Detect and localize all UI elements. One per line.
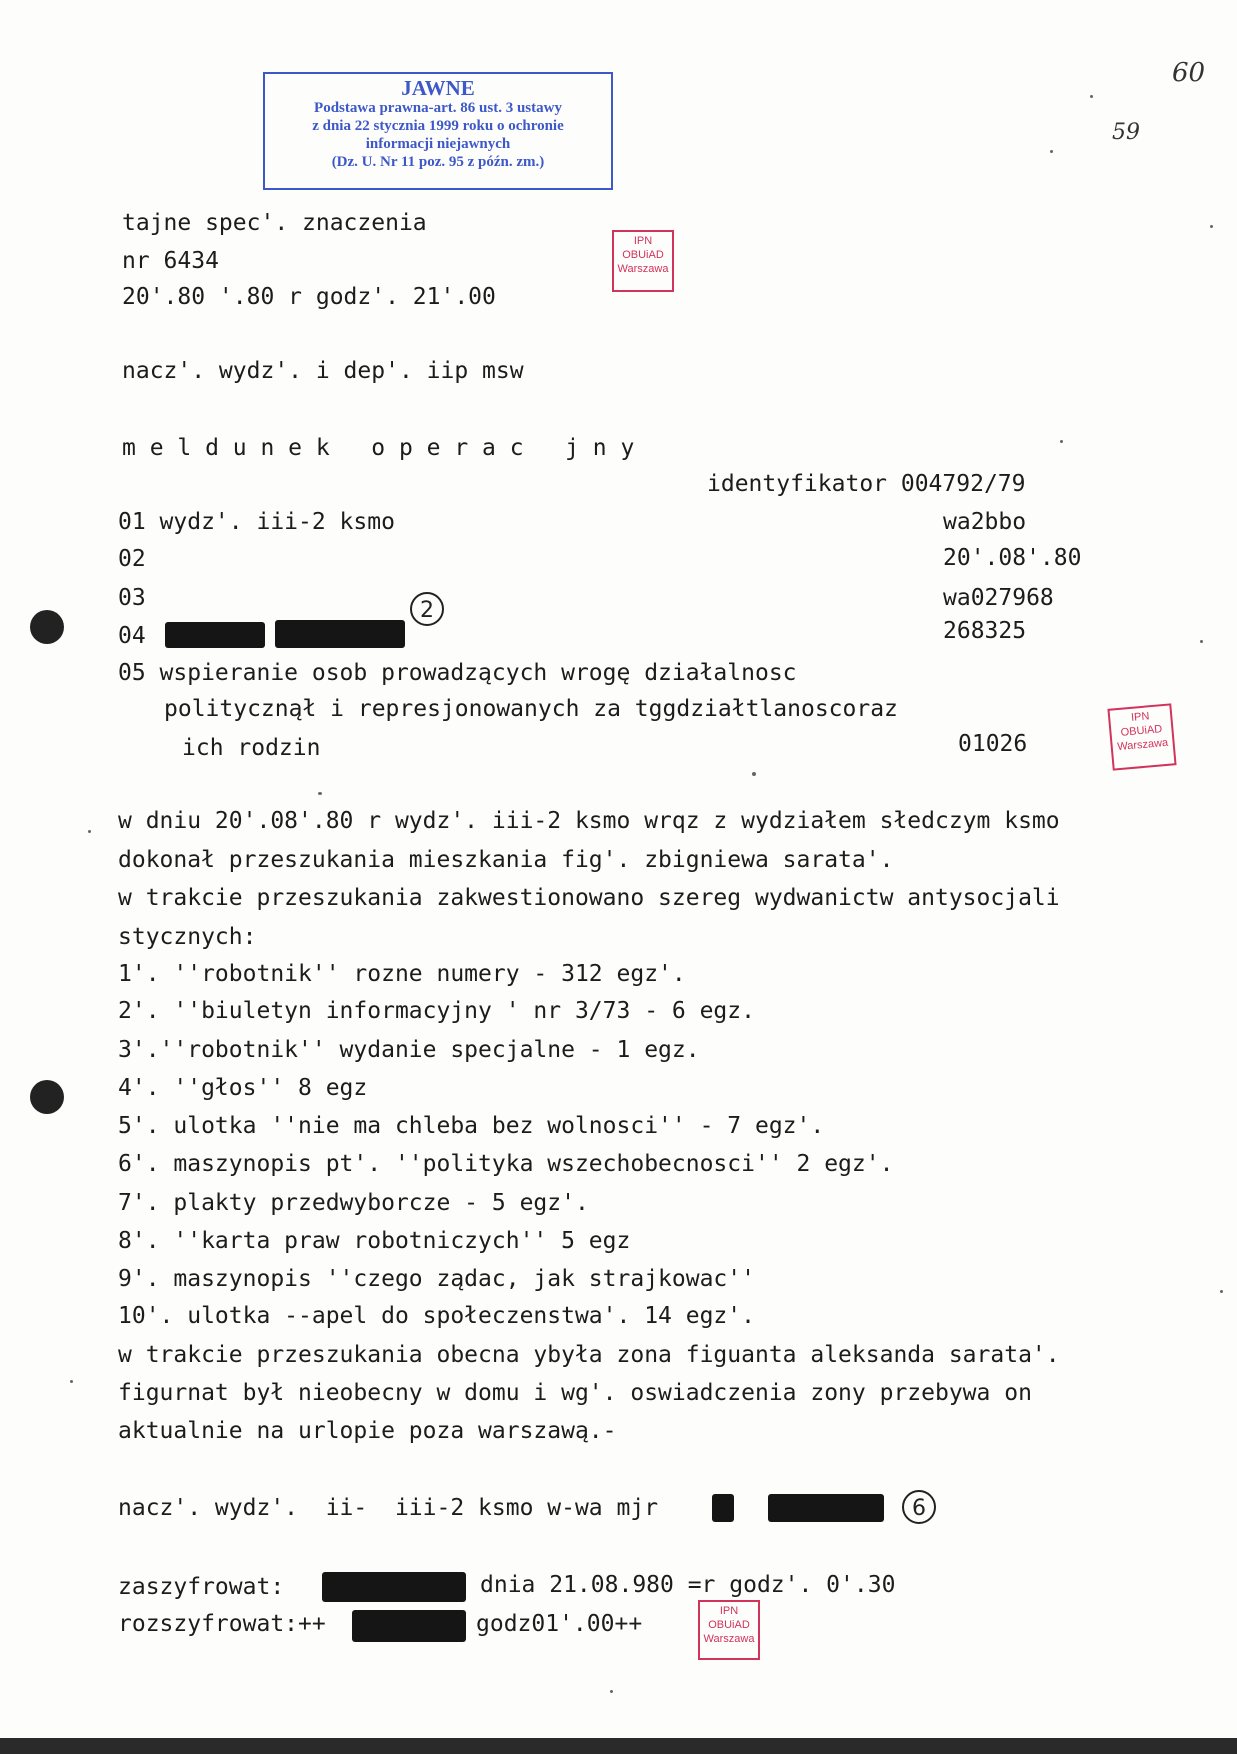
body-line: figurnat był nieobecny w domu i wg'. oswiadczenia zony przebywa on (118, 1380, 1032, 1406)
field-03: 03 (118, 585, 146, 611)
ipn-stamp (698, 1600, 760, 1660)
addressee: nacz'. wydz'. i dep'. iip msw (122, 358, 524, 384)
redaction-bar (352, 1610, 466, 1642)
scan-speck (318, 792, 322, 795)
field-05: 05 wspieranie osob prowadzących wrogę działalnosc (118, 660, 797, 686)
signature-line: nacz'. wydz'. ii- iii-2 ksmo w-wa mjr (118, 1495, 659, 1521)
decrypted-by: rozszyfrowat:++ (118, 1611, 326, 1637)
field-05-value: 01026 (958, 731, 1028, 757)
list-item: 6'. maszynopis pt'. ''polityka wszechobecnosci'' 2 egz'. (118, 1151, 894, 1177)
document-number: nr 6434 (122, 248, 219, 274)
page-number-second: 59 (1112, 120, 1140, 145)
redaction-bar (322, 1572, 466, 1602)
ipn-stamp-line: IPN (633, 235, 653, 247)
scan-speck (88, 830, 91, 833)
ipn-stamp-line: OBUiAD (622, 249, 664, 261)
list-item: 9'. maszynopis ''czego ządac, jak strajkowac'' (118, 1266, 755, 1292)
scan-speck (610, 1690, 613, 1693)
list-item: 3'.''robotnik'' wydanie specjalne - 1 egz. (118, 1037, 700, 1063)
redaction-bar (165, 622, 265, 648)
field-02-value: 20'.08'.80 (943, 545, 1082, 571)
identifier: identyfikator 004792/79 (707, 471, 1026, 497)
redaction-bar (712, 1494, 734, 1522)
encrypted-date: dnia 21.08.980 =r godz'. 0'.30 (480, 1572, 896, 1598)
body-line: w trakcie przeszukania obecna ybyła zona figuanta aleksanda sarata'. (118, 1342, 1060, 1368)
scan-speck (1090, 95, 1093, 98)
body-line: w dniu 20'.08'.80 r wydz'. iii-2 ksmo wrqz z wydziałem słedczym ksmo (118, 808, 1060, 834)
list-item: 10'. ulotka --apel do społeczenstwa'. 14 egz'. (118, 1303, 755, 1329)
ipn-stamp-line: Warszawa (617, 263, 669, 275)
ipn-stamp-line: OBUiAD (1120, 723, 1163, 739)
ipn-stamp-line: Warszawa (1116, 736, 1169, 754)
redaction-bar (275, 620, 405, 648)
list-item: 4'. ''głos'' 8 egz (118, 1075, 368, 1101)
body-line: w trakcie przeszukania zakwestionowano szereg wydwanictw antysocjali (118, 885, 1060, 911)
list-item: 7'. plakty przedwyborcze - 5 egz'. (118, 1190, 589, 1216)
body-line: dokonał przeszukania mieszkania fig'. zbigniewa sarata'. (118, 847, 894, 873)
scan-speck (70, 1380, 73, 1383)
encrypted-by: zaszyfrowat: (118, 1574, 285, 1600)
field-03-value: wa027968 (943, 585, 1054, 611)
page-number-handwritten: 60 (1172, 58, 1206, 88)
scan-speck (1050, 150, 1053, 153)
list-item: 8'. ''karta praw robotniczych'' 5 egz (118, 1228, 631, 1254)
punch-hole (30, 610, 64, 644)
ipn-stamp-line: IPN (719, 1605, 739, 1617)
field-01: 01 wydz'. iii-2 ksmo (118, 509, 395, 535)
ipn-stamp (1107, 703, 1176, 770)
scan-speck (1210, 225, 1213, 228)
field-05-cont: politycznął i represjonowanych za tggdziałtlanoscoraz (164, 696, 898, 722)
ipn-stamp (612, 230, 674, 292)
body-line: stycznych: (118, 924, 257, 950)
date-time-line: 20'.80 '.80 r godz'. 21'.00 (122, 284, 496, 310)
field-04-value: 268325 (943, 618, 1027, 644)
redaction-bar (768, 1494, 884, 1522)
scan-speck (752, 772, 756, 776)
scan-speck (1220, 1290, 1223, 1293)
list-item: 1'. ''robotnik'' rozne numery - 312 egz'. (118, 961, 686, 987)
jawne-stamp (263, 72, 613, 190)
field-04: 04 (118, 623, 146, 649)
ipn-stamp-line: Warszawa (703, 1633, 755, 1645)
scan-edge (0, 1738, 1237, 1754)
field-01-value: wa2bbo (943, 509, 1027, 535)
ipn-stamp-line: OBUiAD (708, 1619, 750, 1631)
list-item: 2'. ''biuletyn informacyjny ' nr 3/73 - 6 egz. (118, 998, 755, 1024)
ipn-stamp-line: IPN (1130, 710, 1150, 724)
body-line: aktualnie na urlopie poza warszawą.- (118, 1418, 617, 1444)
jawne-stamp-title: JAWNE (401, 76, 475, 100)
jawne-stamp-line: Podstawa prawna-art. 86 ust. 3 ustawy (314, 100, 562, 116)
document-title: m e l d u n e k o p e r a c j n y (122, 435, 635, 461)
field-05-cont: ich rodzin (182, 735, 321, 761)
handwritten-mark: 2 (410, 592, 444, 626)
list-item: 5'. ulotka ''nie ma chleba bez wolnosci'' - 7 egz'. (118, 1113, 825, 1139)
scan-speck (1200, 640, 1203, 643)
classification-line: tajne spec'. znaczenia (122, 210, 427, 236)
punch-hole (30, 1080, 64, 1114)
jawne-stamp-line: z dnia 22 stycznia 1999 roku o ochronie (312, 118, 564, 134)
decrypted-time: godz01'.00++ (476, 1611, 643, 1637)
handwritten-mark: 6 (902, 1490, 936, 1524)
field-02: 02 (118, 546, 146, 572)
jawne-stamp-line: (Dz. U. Nr 11 poz. 95 z późn. zm.) (331, 154, 545, 170)
jawne-stamp-line: informacji niejawnych (365, 136, 511, 152)
scan-speck (1060, 440, 1063, 443)
